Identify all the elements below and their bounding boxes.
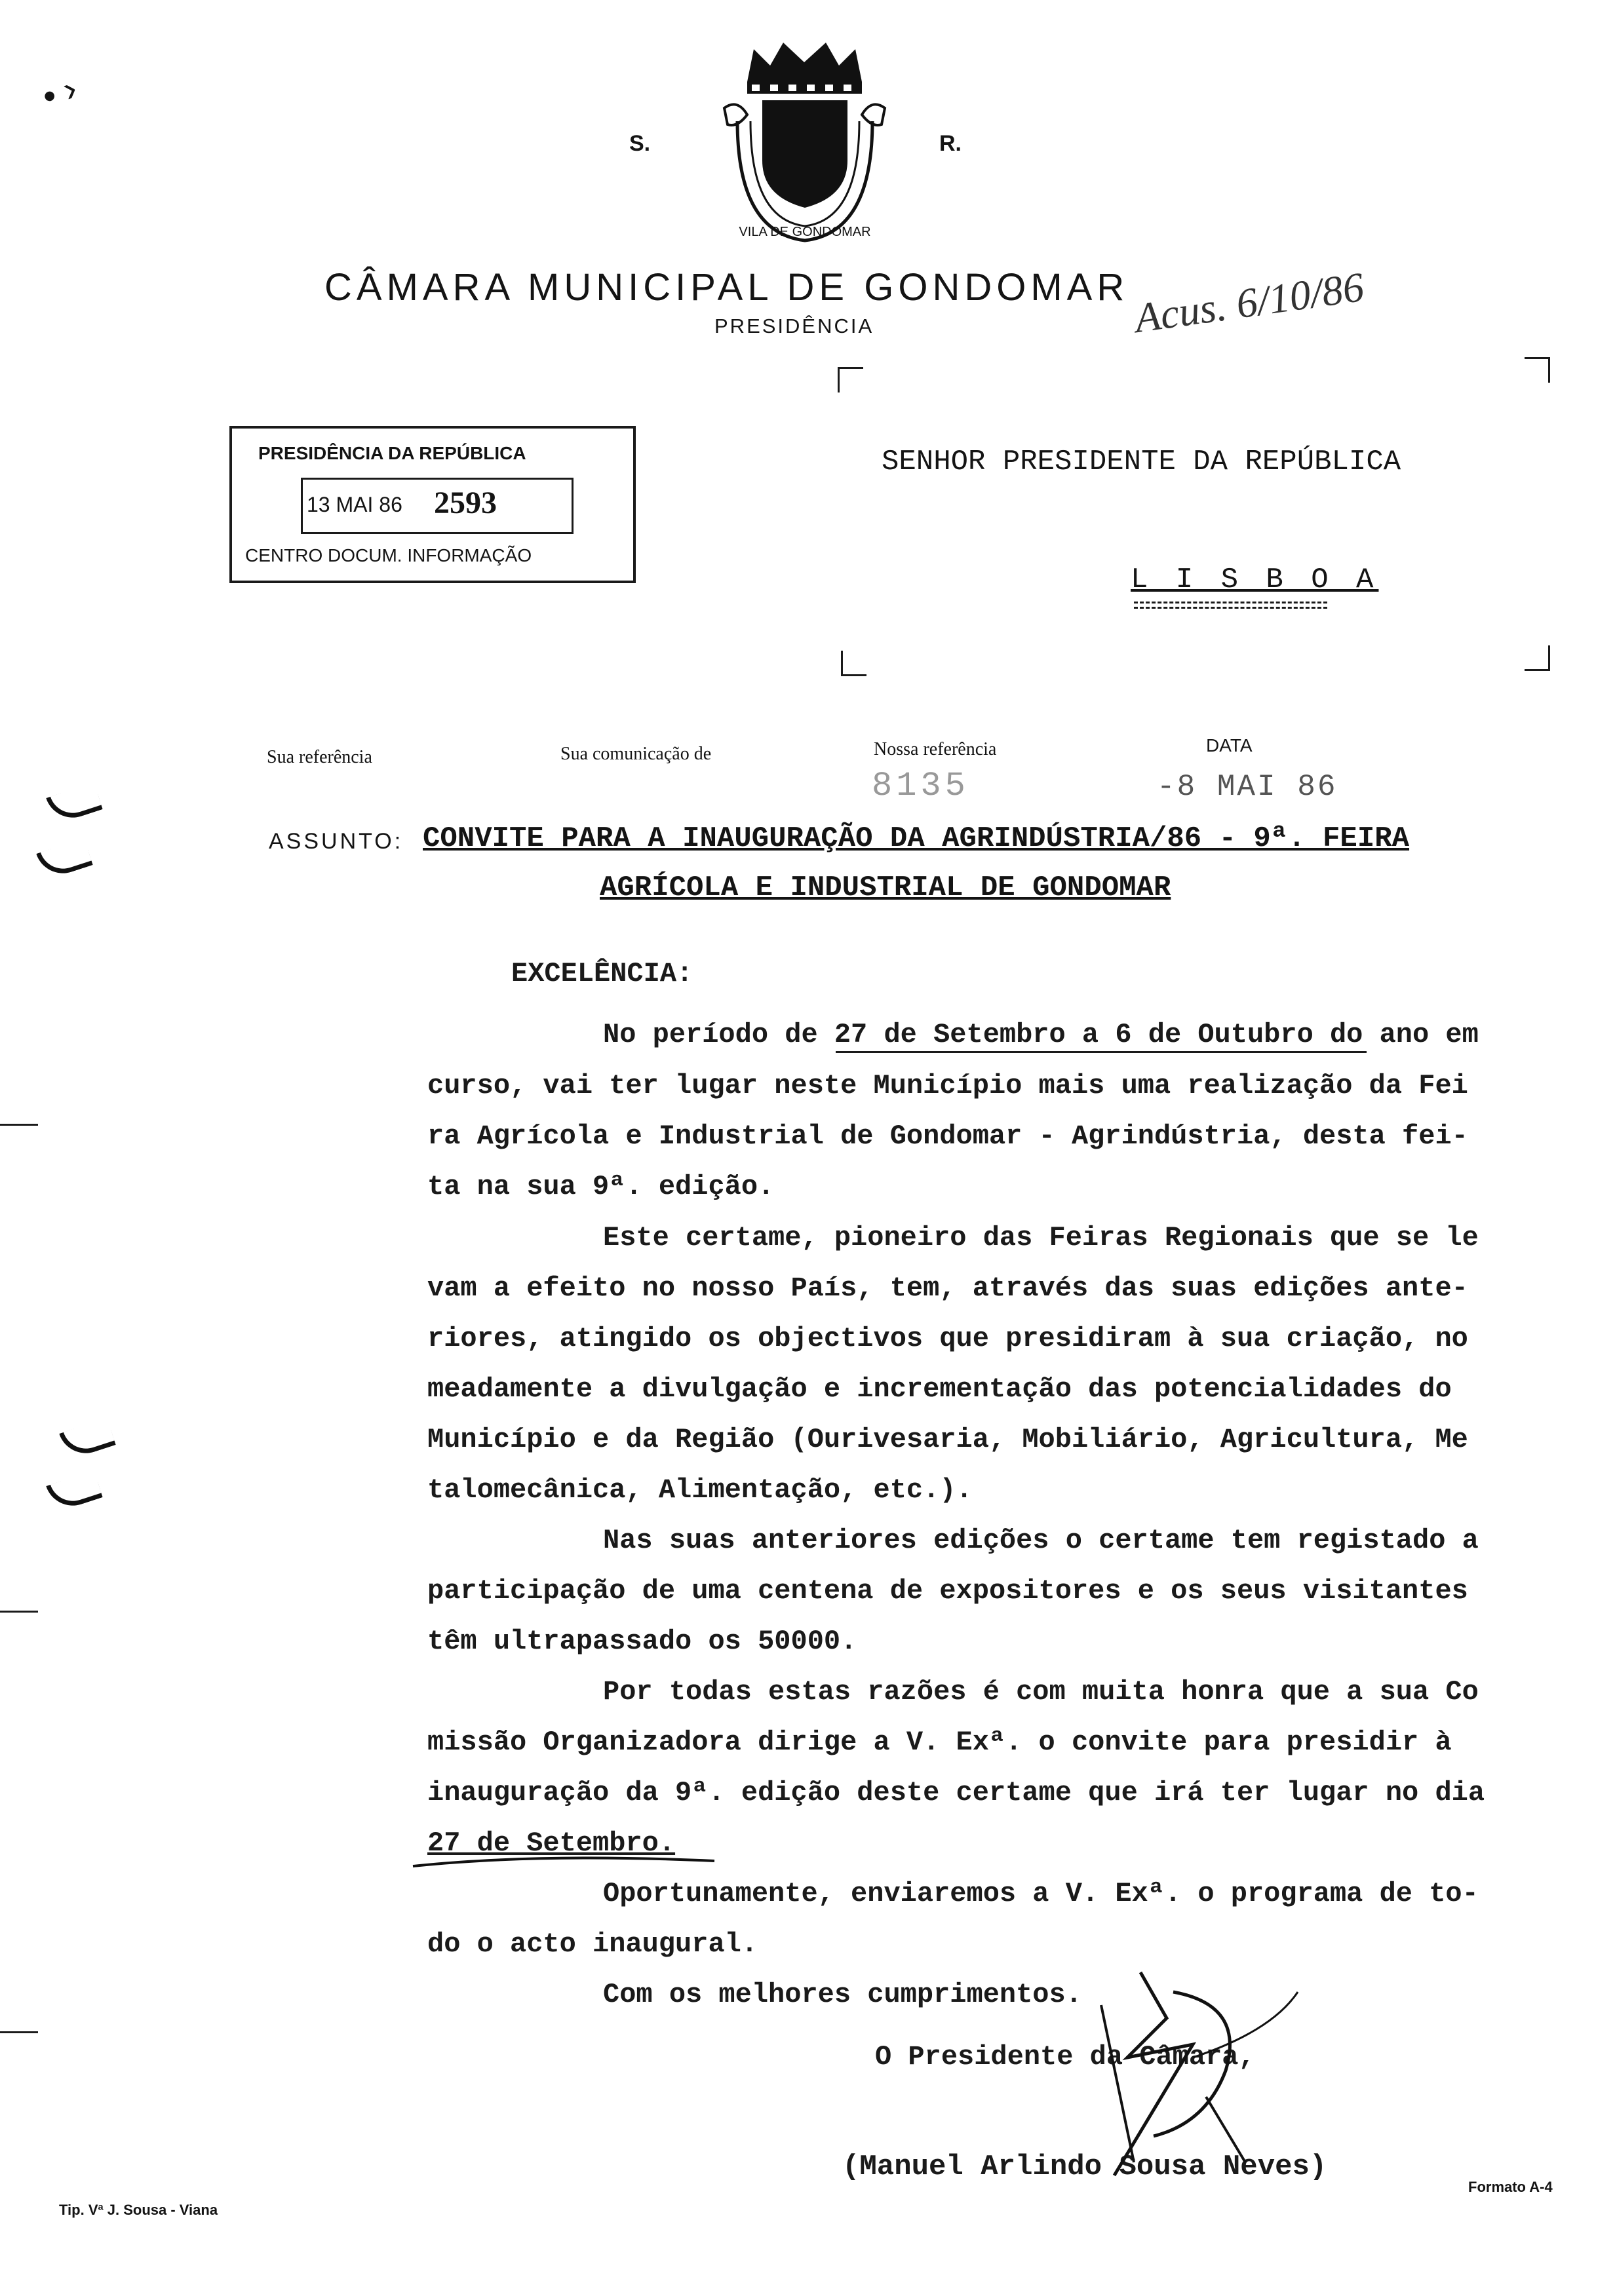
body-line: talomecânica, Alimentação, etc.). <box>427 1474 973 1506</box>
address-bracket-top-right <box>1525 357 1550 383</box>
body-line: participação de uma centena de expositores e os seus visitantes <box>427 1575 1468 1607</box>
stamp-date: 13 MAI 86 <box>307 493 402 516</box>
address-bracket-bottom-left <box>841 651 866 676</box>
letterhead-title: CÂMARA MUNICIPAL DE GONDOMAR <box>324 266 1129 309</box>
body-line: ta na sua 9ª. edição. <box>427 1171 775 1202</box>
body-line: curso, vai ter lugar neste Município mais uma realização da Fei <box>427 1070 1468 1101</box>
punch-hole-mark <box>59 1418 116 1461</box>
handwritten-acknowledgement: Acus. 6/10/86 <box>1131 263 1367 342</box>
paper-format: Formato A-4 <box>1468 2179 1553 2195</box>
margin-fold-mark <box>0 1611 38 1613</box>
body-line: do o acto inaugural. <box>427 1928 758 1960</box>
stamp-inner-box <box>301 478 574 534</box>
punch-hole-mark <box>46 1470 103 1513</box>
body-line: riores, atingido os objectivos que presidiram à sua criação, no <box>427 1323 1468 1354</box>
subject-line-1: CONVITE PARA A INAUGURAÇÃO DA AGRINDÚSTRIA/86 - 9ª. FEIRA <box>423 822 1410 855</box>
subject-label: ASSUNTO: <box>269 829 404 854</box>
closing-title: O Presidente da Câmara, <box>875 2041 1255 2073</box>
nossa-referencia-value: 8135 <box>872 767 969 805</box>
punch-hole-mark <box>46 782 103 825</box>
body-line: 27 de Setembro. <box>427 1827 676 1859</box>
signatory-name: (Manuel Arlindo Sousa Neves) <box>842 2151 1327 2183</box>
stamp-header: PRESIDÊNCIA DA REPÚBLICA <box>258 443 526 463</box>
city-double-rule <box>1134 602 1327 603</box>
addressee-line: SENHOR PRESIDENTE DA REPÚBLICA <box>882 446 1401 478</box>
body-line: ra Agrícola e Industrial de Gondomar - Agrindústria, desta fei- <box>427 1120 1468 1152</box>
reception-stamp <box>229 426 636 583</box>
letterhead-subtitle: PRESIDÊNCIA <box>714 315 874 337</box>
body-line: Oportunamente, enviaremos a V. Exª. o programa de to- <box>603 1878 1479 1909</box>
body-line: Com os melhores cumprimentos. <box>603 1979 1082 2010</box>
nossa-referencia-label: Nossa referência <box>874 739 997 759</box>
body-line: Nas suas anteriores edições o certame tem registado a <box>603 1525 1479 1556</box>
handwritten-underline <box>406 1848 721 1874</box>
subject-line-2: AGRÍCOLA E INDUSTRIAL DE GONDOMAR <box>600 871 1171 904</box>
margin-fold-mark <box>0 1124 38 1126</box>
body-line: No período de 27 de Setembro a 6 de Outubro do ano em <box>603 1019 1479 1050</box>
body-line: vam a efeito no nosso País, tem, através das suas edições ante- <box>427 1272 1468 1304</box>
body-line: têm ultrapassado os 50000. <box>427 1626 857 1657</box>
handwritten-signature <box>1075 1966 1311 2182</box>
printer-credit: Tip. Vª J. Sousa - Viana <box>59 2202 218 2218</box>
sua-referencia-label: Sua referência <box>267 747 372 767</box>
city-double-rule-2 <box>1134 607 1327 609</box>
punch-hole-mark <box>36 838 93 881</box>
body-line: Por todas estas razões é com muita honra que a sua Co <box>603 1676 1479 1708</box>
margin-fold-mark <box>0 2031 38 2033</box>
data-label: DATA <box>1206 735 1253 756</box>
svg-text:VILA DE GONDOMAR: VILA DE GONDOMAR <box>739 225 871 239</box>
stamp-footer: CENTRO DOCUM. INFORMAÇÃO <box>245 545 532 565</box>
addressee-city: L I S B O A <box>1131 564 1379 596</box>
data-value: -8 MAI 86 <box>1157 770 1338 804</box>
date-range-underline <box>836 1051 1367 1053</box>
sr-left-letter: S. <box>629 131 651 156</box>
address-bracket-bottom-right <box>1525 645 1550 671</box>
body-line: missão Organizadora dirige a V. Exª. o convite para presidir à <box>427 1727 1452 1758</box>
municipal-crest-logo <box>711 36 898 252</box>
body-line: Este certame, pioneiro das Feiras Regionais que se le <box>603 1222 1479 1253</box>
body-line: meadamente a divulgação e incrementação das potencialidades do <box>427 1373 1452 1405</box>
corner-scribble: •› <box>33 69 88 122</box>
stamp-number: 2593 <box>434 486 497 520</box>
sua-comunicacao-label: Sua comunicação de <box>560 744 712 764</box>
salutation: EXCELÊNCIA: <box>511 958 693 989</box>
address-bracket-top-left <box>838 367 863 392</box>
body-line: Município e da Região (Ourivesaria, Mobiliário, Agricultura, Me <box>427 1424 1468 1455</box>
body-line: inauguração da 9ª. edição deste certame que irá ter lugar no dia <box>427 1777 1485 1808</box>
sr-right-letter: R. <box>939 131 962 156</box>
